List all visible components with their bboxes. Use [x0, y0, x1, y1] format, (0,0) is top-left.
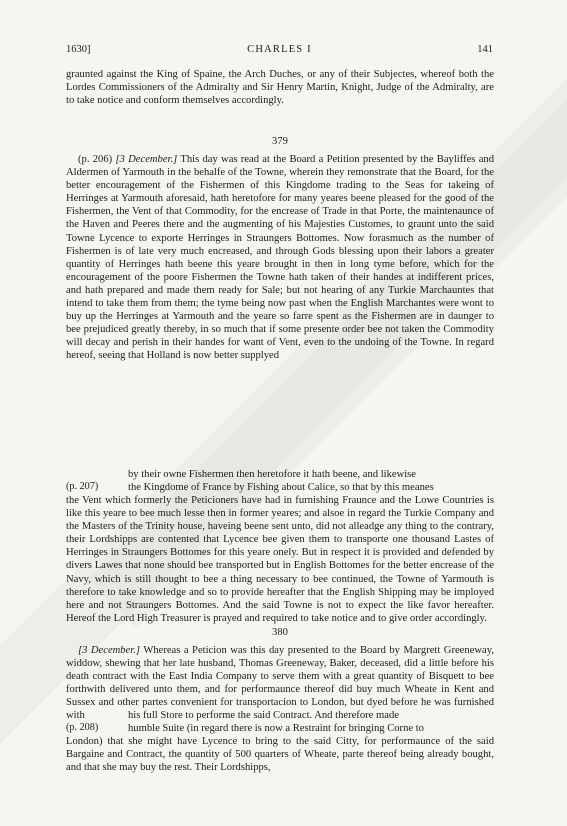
entry-379-line-a: by their owne Fishermen then heretofore it hath beene, and likewise [128, 469, 416, 480]
entry-379-date: [3 December.] [115, 154, 178, 165]
entry-380-line-b: humble Suite (in regard there is now a Restraint for bringing Corne to [128, 723, 424, 734]
header-page-number: 141 [477, 44, 493, 55]
entry-379-ref: (p. 206) [78, 154, 113, 165]
entry-380-date: [3 December.] [78, 645, 141, 656]
entry-379-margin-ref: (p. 207) [66, 481, 99, 492]
header-title: CHARLES I [247, 44, 312, 55]
entry-379-number: 379 [272, 136, 288, 147]
header-year: 1630] [66, 44, 91, 55]
entry-379-paragraph [66, 153, 494, 363]
entry-380-text-4: London) that she might have Lycence to bring to the said Citty, for performaunce of the said Bargaine and Contract, the quantity of 500 quarters of Wheate, parte thereof being already bought, and that she may buy the rest. Their Lordshipps, [66, 736, 494, 774]
running-header [66, 44, 493, 58]
continuation-paragraph: graunted against the King of Spaine, the Arch Duches, or any of their Subjectes, whereof both the Lordes Commissioners of the Admiralty and Sir Henry Martin, Knight, Judge of the Admiralty, are to take notice and conform themselves accordingly. [66, 69, 494, 107]
entry-380-margin-ref: (p. 208) [66, 722, 99, 733]
entry-380-text-1: Whereas a Peticion was this day presented to the Board by Margrett Greeneway, widdow, shewing that her late husband, Thomas Greeneway, Baker, deceased, did a little before his death contract with the East India Company to serve them with a great quantity of Bisquett to bee forthwith delivered unto them, and for performaunce thereof did buy much Wheate in Kent and Sussex and other partes convenient for transportacion to London, but dyed before he was furnished with [66, 645, 494, 722]
entry-380-number: 380 [272, 627, 288, 638]
entry-379-text-4: the Vent which formerly the Peticioners have had in furnishing Fraunce and the Lowe Countries is like this yeare to bee much lesse then in former yeares; and alsoe in regard the Turkie Company and the Masters of the Trinity house, haveing beene sent unto, did not alleadge any thing to the contrary, their Lordshipps are contented that Lycence bee given them to transporte one thousand Lastes of Herringes in Straungers Bottomes for this yeare onely. But in respect it is provided and defended by divers Lawes that none should bee transported but in English Bottomes for the better encrease of the Navy, which is still thought to bee a thing necessary to bee continued, the Towne of Yarmouth is therefore to take knowledge and so to provide hereafter that the English Shipping may be imployed here and not Straungers Bottomes. And the said Towne is not to expect the like favor hereafter. Hereof the Lord High Treasurer is prayed and required to take notice and to give order accordingly. [66, 495, 494, 624]
entry-380-line-a: his full Store to performe the said Contract. And therefore made [128, 710, 399, 721]
entry-379-text-1: This day was read at the Board a Petition presented by the Bayliffes and Aldermen of Yarmouth in the behalfe of the Towne, wherein they remonstrate that the Board, for the better encouragement of the Fishermen of this Kingdome trading to the Seas for takeing of Herringes at Yarmouth aforesaid, hath heretofore for many yeares beene pleased for the good of the Fishermen, the Vent of that Commodity, for the encrease of Trade in that Porte, the maintenaunce of the Haven and Peeres there and the augmenting of his Majesties Customes, to graunt unto the said Towne Lycence to exporte Herringes in Straungers Bottomes. Now forasmuch as the number of Fishermen is of late very much encreased, and through Gods blessing upon their labors a greater quantity of Herringes hath beene this yeare brought in then in long tyme before, which for the encouragement of the poore Fishermen the Towne hath taken of their handes at indifferent prices, and hath prepared and made them ready for Sale; but not hearing of any Turkie Marchauntes that intend to take them from them; the tyme being now past when the English Marchantes were wont to buy up the Herringes at Yarmouth and the yeare so farre spent as the Fishermen are in daunger to bee prejudiced greatly thereby, in so much that if some presente order bee not taken the Commodity will decay and perish in their handes for want of Vent, even to the undoing of the Towne. In regard hereof, seeing that Holland is now better supplyed [66, 154, 494, 362]
entry-379-line-b: the Kingdome of France by Fishing about Calice, so that by this meanes [128, 482, 434, 493]
